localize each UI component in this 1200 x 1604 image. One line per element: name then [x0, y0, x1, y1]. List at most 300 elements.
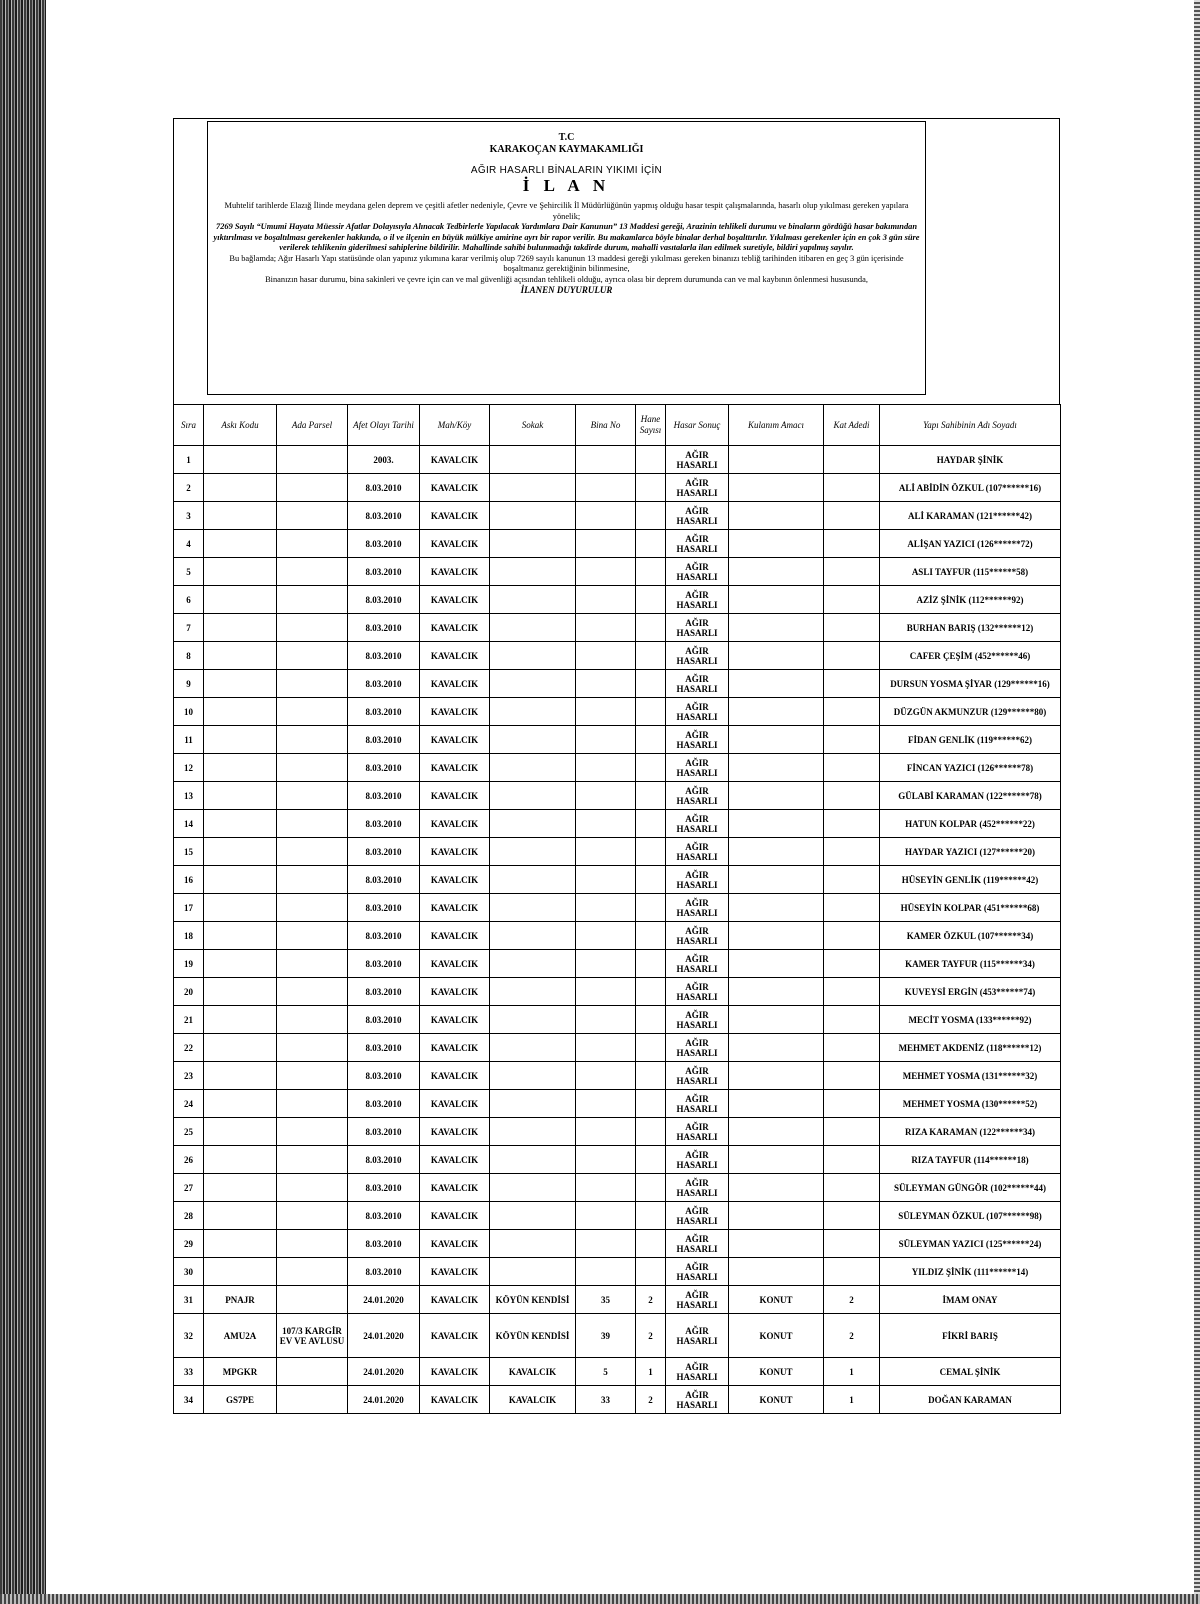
cell-sahip: MEHMET AKDENİZ (118******12) — [880, 1034, 1061, 1062]
cell-ada — [277, 474, 348, 502]
cell-afet: 8.03.2010 — [348, 1174, 420, 1202]
cell-bina — [576, 530, 636, 558]
cell-sira: 5 — [174, 558, 204, 586]
cell-bina — [576, 670, 636, 698]
cell-bina — [576, 782, 636, 810]
cell-aski — [204, 530, 277, 558]
cell-sira: 10 — [174, 698, 204, 726]
cell-afet: 24.01.2020 — [348, 1286, 420, 1314]
cell-bina — [576, 502, 636, 530]
cell-sahip: HATUN KOLPAR (452******22) — [880, 810, 1061, 838]
cell-kat — [824, 1146, 880, 1174]
cell-hane: 2 — [636, 1386, 666, 1414]
cell-ada — [277, 1202, 348, 1230]
table-row — [174, 1314, 1061, 1358]
table-row — [174, 530, 1061, 558]
cell-kullanim — [729, 1090, 824, 1118]
cell-hane — [636, 922, 666, 950]
notice-title: İ L A N — [522, 176, 611, 195]
table-row — [174, 810, 1061, 838]
cell-sira: 24 — [174, 1090, 204, 1118]
cell-ada — [277, 642, 348, 670]
cell-afet: 24.01.2020 — [348, 1358, 420, 1386]
table-row — [174, 950, 1061, 978]
cell-bina — [576, 642, 636, 670]
cell-afet: 8.03.2010 — [348, 642, 420, 670]
cell-bina — [576, 1034, 636, 1062]
cell-aski: AMU2A — [204, 1314, 277, 1358]
cell-afet: 8.03.2010 — [348, 502, 420, 530]
cell-ada — [277, 838, 348, 866]
cell-sira: 20 — [174, 978, 204, 1006]
cell-sokak — [490, 474, 576, 502]
cell-kullanim — [729, 838, 824, 866]
table-row — [174, 1258, 1061, 1286]
cell-aski — [204, 1006, 277, 1034]
cell-aski — [204, 670, 277, 698]
cell-aski — [204, 922, 277, 950]
cell-kat — [824, 838, 880, 866]
cell-ada — [277, 1034, 348, 1062]
cell-hane — [636, 950, 666, 978]
cell-sahip: KAMER TAYFUR (115******34) — [880, 950, 1061, 978]
cell-kat — [824, 586, 880, 614]
cell-hane: 1 — [636, 1358, 666, 1386]
cell-sira: 2 — [174, 474, 204, 502]
cell-sira: 6 — [174, 586, 204, 614]
cell-ada — [277, 894, 348, 922]
cell-kullanim — [729, 1202, 824, 1230]
cell-sira: 4 — [174, 530, 204, 558]
cell-sahip: HÜSEYİN KOLPAR (451******68) — [880, 894, 1061, 922]
table-row — [174, 1146, 1061, 1174]
cell-kullanim — [729, 1146, 824, 1174]
cell-hane — [636, 726, 666, 754]
cell-hane — [636, 446, 666, 474]
cell-kullanim — [729, 530, 824, 558]
paragraph-context: Bu bağlamda; Ağır Hasarlı Yapı statüsünde olan yapınız yıkımına karar verilmiş olup 7269 sayılı kanunun 13 maddesi gereği yıkılması gereken binanızı tebliğ tarihinden itibaren en geç 3 gün içerisinde boşaltmanız gerektiğinin bilinmesine, — [229, 253, 904, 273]
cell-ada: 107/3 KARGİR EV VE AVLUSU — [277, 1314, 348, 1358]
cell-afet: 8.03.2010 — [348, 1034, 420, 1062]
cell-kullanim — [729, 894, 824, 922]
cell-mah: KAVALCIK — [420, 922, 490, 950]
cell-ada — [277, 1006, 348, 1034]
table-row — [174, 446, 1061, 474]
cell-sira: 30 — [174, 1258, 204, 1286]
cell-mah: KAVALCIK — [420, 866, 490, 894]
cell-kat — [824, 1258, 880, 1286]
cell-mah: KAVALCIK — [420, 558, 490, 586]
cell-kullanim — [729, 754, 824, 782]
cell-afet: 8.03.2010 — [348, 922, 420, 950]
cell-kat: 2 — [824, 1286, 880, 1314]
cell-aski — [204, 1062, 277, 1090]
cell-sahip: RIZA KARAMAN (122******34) — [880, 1118, 1061, 1146]
cell-hasar: AĞIR HASARLI — [666, 1258, 729, 1286]
cell-sira: 15 — [174, 838, 204, 866]
cell-afet: 8.03.2010 — [348, 614, 420, 642]
cell-bina — [576, 474, 636, 502]
cell-sira: 11 — [174, 726, 204, 754]
table-row — [174, 1118, 1061, 1146]
table-row — [174, 922, 1061, 950]
cell-sahip: CAFER ÇEŞİM (452******46) — [880, 642, 1061, 670]
cell-kat: 1 — [824, 1358, 880, 1386]
table-header-row — [174, 405, 1061, 446]
cell-sira: 18 — [174, 922, 204, 950]
table-row — [174, 1386, 1061, 1414]
cell-sokak — [490, 1230, 576, 1258]
cell-hasar: AĞIR HASARLI — [666, 614, 729, 642]
cell-hane — [636, 642, 666, 670]
cell-kullanim — [729, 614, 824, 642]
cell-kat — [824, 978, 880, 1006]
cell-kullanim — [729, 1118, 824, 1146]
cell-bina — [576, 1202, 636, 1230]
cell-sahip: ALİŞAN YAZICI (126******72) — [880, 530, 1061, 558]
cell-sira: 8 — [174, 642, 204, 670]
cell-sahip: BURHAN BARIŞ (132******12) — [880, 614, 1061, 642]
cell-sokak — [490, 642, 576, 670]
paragraph-intro: Muhtelif tarihlerde Elazığ İlinde meydana gelen deprem ve çeşitli afetler nedeniyle, Çevre ve Şehircilik İl Müdürlüğünün yapmış olduğu hasar tespit çalışmalarında, hasarlı olup yıkılması gereken yapılara yönelik; — [224, 201, 909, 221]
cell-hasar: AĞIR HASARLI — [666, 1386, 729, 1414]
cell-kullanim — [729, 474, 824, 502]
cell-kullanim — [729, 446, 824, 474]
cell-sira: 22 — [174, 1034, 204, 1062]
cell-ada — [277, 810, 348, 838]
cell-sira: 28 — [174, 1202, 204, 1230]
paragraph-law: 7269 Sayılı “Umumi Hayata Müessir Afatlar Dolayısıyla Alınacak Tedbirlerle Yapılacak Yardımlara Dair Kanunun” 13 Maddesi gereği, Arazinin tehlikeli durumu ve binaların gördüğü hasar bakımından yıktırılması ve boşaltılması gerekenler hakkında, o il ve ilçenin en büyük mülkiye amirine ayrı bir rapor verilir. Bu makamlarca böyle binalar derhal boşalttırılır. Yıkılması gerekenler için en çok 3 gün süre verilerek tehlikenin giderilmesi sahiplerine bildirilir. Mahallinde sahibi bulunmadığı takdirde durum, mahalli vasıtalarla ilan edilmek suretiyle, bildiri yapılmış sayılır. — [213, 222, 920, 252]
cell-hane — [636, 1118, 666, 1146]
col-header-sira: Sıra — [174, 405, 204, 446]
cell-hane — [636, 670, 666, 698]
cell-bina — [576, 1090, 636, 1118]
cell-kullanim — [729, 502, 824, 530]
cell-bina — [576, 698, 636, 726]
cell-afet: 8.03.2010 — [348, 1230, 420, 1258]
cell-ada — [277, 1386, 348, 1414]
cell-ada — [277, 502, 348, 530]
cell-sahip: İMAM ONAY — [880, 1286, 1061, 1314]
cell-kat — [824, 530, 880, 558]
notice-subtitle: AĞIR HASARLI BİNALARIN YIKIMI İÇİN — [470, 165, 663, 176]
cell-mah: KAVALCIK — [420, 894, 490, 922]
cell-sahip: GÜLABİ KARAMAN (122******78) — [880, 782, 1061, 810]
col-header-hane: Hane Sayısı — [636, 405, 666, 446]
cell-afet: 24.01.2020 — [348, 1314, 420, 1358]
cell-aski — [204, 782, 277, 810]
cell-kat — [824, 1202, 880, 1230]
cell-sahip: DOĞAN KARAMAN — [880, 1386, 1061, 1414]
cell-bina — [576, 950, 636, 978]
cell-aski — [204, 810, 277, 838]
cell-mah: KAVALCIK — [420, 782, 490, 810]
cell-mah: KAVALCIK — [420, 1258, 490, 1286]
cell-sira: 7 — [174, 614, 204, 642]
cell-bina — [576, 1062, 636, 1090]
cell-sira: 16 — [174, 866, 204, 894]
cell-aski — [204, 894, 277, 922]
cell-hasar: AĞIR HASARLI — [666, 446, 729, 474]
cell-sira: 13 — [174, 782, 204, 810]
cell-aski: GS7PE — [204, 1386, 277, 1414]
col-header-kat: Kat Adedi — [824, 405, 880, 446]
cell-afet: 24.01.2020 — [348, 1386, 420, 1414]
cell-kullanim — [729, 978, 824, 1006]
cell-sahip: HAYDAR YAZICI (127******20) — [880, 838, 1061, 866]
cell-hasar: AĞIR HASARLI — [666, 474, 729, 502]
cell-ada — [277, 1062, 348, 1090]
cell-bina — [576, 838, 636, 866]
cell-bina — [576, 866, 636, 894]
cell-kullanim — [729, 922, 824, 950]
cell-hasar: AĞIR HASARLI — [666, 1090, 729, 1118]
table-row — [174, 698, 1061, 726]
col-header-sahip: Yapı Sahibinin Adı Soyadı — [880, 405, 1061, 446]
cell-hasar: AĞIR HASARLI — [666, 1118, 729, 1146]
cell-bina: 5 — [576, 1358, 636, 1386]
cell-kullanim — [729, 1258, 824, 1286]
cell-sokak — [490, 502, 576, 530]
cell-sira: 27 — [174, 1174, 204, 1202]
cell-aski — [204, 950, 277, 978]
cell-ada — [277, 1146, 348, 1174]
cell-ada — [277, 614, 348, 642]
paragraph-safety: Binanızın hasar durumu, bina sakinleri ve çevre için can ve mal güvenliği açısından tehlikeli olduğu, ayrıca olası bir deprem durumunda can ve mal kaybının önlenmesi hususunda, — [265, 274, 868, 284]
col-header-ada: Ada Parsel — [277, 405, 348, 446]
cell-afet: 8.03.2010 — [348, 530, 420, 558]
cell-kullanim — [729, 950, 824, 978]
cell-sokak — [490, 614, 576, 642]
cell-kat — [824, 502, 880, 530]
cell-sokak — [490, 894, 576, 922]
cell-bina — [576, 558, 636, 586]
cell-ada — [277, 922, 348, 950]
cell-sahip: KUVEYSİ ERGİN (453******74) — [880, 978, 1061, 1006]
cell-hasar: AĞIR HASARLI — [666, 502, 729, 530]
cell-aski — [204, 1090, 277, 1118]
cell-sira: 29 — [174, 1230, 204, 1258]
cell-sira: 17 — [174, 894, 204, 922]
cell-afet: 8.03.2010 — [348, 1118, 420, 1146]
table-row — [174, 1286, 1061, 1314]
cell-ada — [277, 1090, 348, 1118]
cell-afet: 8.03.2010 — [348, 838, 420, 866]
cell-kullanim — [729, 642, 824, 670]
cell-sahip: SÜLEYMAN GÜNGÖR (102******44) — [880, 1174, 1061, 1202]
cell-bina: 35 — [576, 1286, 636, 1314]
cell-aski — [204, 978, 277, 1006]
table-row — [174, 1358, 1061, 1386]
cell-mah: KAVALCIK — [420, 1358, 490, 1386]
cell-ada — [277, 782, 348, 810]
cell-ada — [277, 1230, 348, 1258]
cell-mah: KAVALCIK — [420, 754, 490, 782]
cell-sokak — [490, 922, 576, 950]
cell-ada — [277, 586, 348, 614]
col-header-mah: Mah/Köy — [420, 405, 490, 446]
cell-sahip: SÜLEYMAN ÖZKUL (107******98) — [880, 1202, 1061, 1230]
cell-mah: KAVALCIK — [420, 642, 490, 670]
cell-sokak — [490, 586, 576, 614]
cell-sokak — [490, 698, 576, 726]
cell-bina — [576, 978, 636, 1006]
table-row — [174, 670, 1061, 698]
cell-hasar: AĞIR HASARLI — [666, 1146, 729, 1174]
cell-sokak — [490, 1174, 576, 1202]
cell-kat — [824, 1230, 880, 1258]
cell-mah: KAVALCIK — [420, 1146, 490, 1174]
cell-sahip: HAYDAR ŞİNİK — [880, 446, 1061, 474]
cell-hane — [636, 754, 666, 782]
cell-kat: 1 — [824, 1386, 880, 1414]
cell-afet: 8.03.2010 — [348, 978, 420, 1006]
cell-kat — [824, 1118, 880, 1146]
cell-bina — [576, 1258, 636, 1286]
cell-hane — [636, 1174, 666, 1202]
cell-mah: KAVALCIK — [420, 950, 490, 978]
cell-mah: KAVALCIK — [420, 1174, 490, 1202]
table-row — [174, 1230, 1061, 1258]
cell-mah: KAVALCIK — [420, 446, 490, 474]
cell-aski — [204, 1174, 277, 1202]
cell-hane: 2 — [636, 1314, 666, 1358]
cell-sokak — [490, 838, 576, 866]
cell-hasar: AĞIR HASARLI — [666, 670, 729, 698]
cell-sokak — [490, 950, 576, 978]
cell-bina — [576, 1146, 636, 1174]
cell-sira: 32 — [174, 1314, 204, 1358]
cell-afet: 8.03.2010 — [348, 782, 420, 810]
cell-sahip: ALİ KARAMAN (121******42) — [880, 502, 1061, 530]
cell-mah: KAVALCIK — [420, 1034, 490, 1062]
cell-sahip: AZİZ ŞİNİK (112******92) — [880, 586, 1061, 614]
table-row — [174, 474, 1061, 502]
cell-afet: 8.03.2010 — [348, 474, 420, 502]
cell-sokak: KÖYÜN KENDİSİ — [490, 1314, 576, 1358]
table-row — [174, 642, 1061, 670]
cell-bina — [576, 726, 636, 754]
cell-aski — [204, 726, 277, 754]
cell-mah: KAVALCIK — [420, 1006, 490, 1034]
cell-afet: 8.03.2010 — [348, 1090, 420, 1118]
cell-afet: 8.03.2010 — [348, 1062, 420, 1090]
cell-bina: 33 — [576, 1386, 636, 1414]
cell-afet: 8.03.2010 — [348, 810, 420, 838]
cell-bina — [576, 754, 636, 782]
table-row — [174, 1090, 1061, 1118]
cell-hasar: AĞIR HASARLI — [666, 1358, 729, 1386]
cell-sahip: CEMAL ŞİNİK — [880, 1358, 1061, 1386]
cell-aski — [204, 614, 277, 642]
cell-sahip: FİDAN GENLİK (119******62) — [880, 726, 1061, 754]
cell-kullanim — [729, 558, 824, 586]
cell-bina — [576, 810, 636, 838]
cell-kullanim — [729, 1174, 824, 1202]
cell-kat — [824, 670, 880, 698]
cell-ada — [277, 950, 348, 978]
cell-hasar: AĞIR HASARLI — [666, 1034, 729, 1062]
header-frame — [173, 118, 1060, 404]
cell-bina — [576, 586, 636, 614]
cell-sira: 9 — [174, 670, 204, 698]
cell-mah: KAVALCIK — [420, 502, 490, 530]
cell-hane — [636, 474, 666, 502]
closing-line: İLANEN DUYURULUR — [520, 285, 613, 295]
cell-sira: 31 — [174, 1286, 204, 1314]
cell-kullanim — [729, 670, 824, 698]
cell-hane — [636, 810, 666, 838]
cell-hane — [636, 1230, 666, 1258]
cell-hane — [636, 586, 666, 614]
cell-hasar: AĞIR HASARLI — [666, 1286, 729, 1314]
cell-sahip: FİNCAN YAZICI (126******78) — [880, 754, 1061, 782]
cell-mah: KAVALCIK — [420, 474, 490, 502]
cell-kat — [824, 558, 880, 586]
cell-kullanim: KONUT — [729, 1286, 824, 1314]
notice-box — [207, 121, 926, 395]
cell-ada — [277, 1258, 348, 1286]
cell-sahip: DURSUN YOSMA ŞİYAR (129******16) — [880, 670, 1061, 698]
cell-kat — [824, 698, 880, 726]
table-row — [174, 866, 1061, 894]
col-header-hasar: Hasar Sonuç — [666, 405, 729, 446]
cell-sira: 3 — [174, 502, 204, 530]
cell-afet: 8.03.2010 — [348, 1006, 420, 1034]
cell-ada — [277, 1118, 348, 1146]
cell-sokak — [490, 1062, 576, 1090]
cell-hasar: AĞIR HASARLI — [666, 754, 729, 782]
cell-kat — [824, 782, 880, 810]
cell-hasar: AĞIR HASARLI — [666, 838, 729, 866]
cell-sira: 1 — [174, 446, 204, 474]
cell-ada — [277, 530, 348, 558]
col-header-afet: Afet Olayı Tarihi — [348, 405, 420, 446]
cell-sira: 23 — [174, 1062, 204, 1090]
cell-afet: 8.03.2010 — [348, 950, 420, 978]
cell-sokak — [490, 810, 576, 838]
cell-sahip: RIZA TAYFUR (114******18) — [880, 1146, 1061, 1174]
cell-aski — [204, 1034, 277, 1062]
cell-kullanim: KONUT — [729, 1314, 824, 1358]
table-row — [174, 894, 1061, 922]
cell-hane — [636, 1090, 666, 1118]
cell-kat — [824, 1174, 880, 1202]
cell-aski — [204, 866, 277, 894]
cell-mah: KAVALCIK — [420, 1118, 490, 1146]
cell-hasar: AĞIR HASARLI — [666, 950, 729, 978]
cell-sira: 26 — [174, 1146, 204, 1174]
cell-kullanim — [729, 586, 824, 614]
table-row — [174, 1034, 1061, 1062]
cell-sira: 19 — [174, 950, 204, 978]
cell-hane — [636, 1146, 666, 1174]
cell-sokak — [490, 1146, 576, 1174]
cell-sokak: KAVALCIK — [490, 1358, 576, 1386]
cell-hane — [636, 1062, 666, 1090]
cell-mah: KAVALCIK — [420, 1286, 490, 1314]
cell-sokak — [490, 754, 576, 782]
cell-kat — [824, 1006, 880, 1034]
cell-sokak — [490, 670, 576, 698]
cell-hane — [636, 866, 666, 894]
cell-hasar: AĞIR HASARLI — [666, 586, 729, 614]
col-header-kullanim: Kulanım Amacı — [729, 405, 824, 446]
cell-afet: 2003. — [348, 446, 420, 474]
cell-aski — [204, 474, 277, 502]
cell-kat: 2 — [824, 1314, 880, 1358]
cell-ada — [277, 1174, 348, 1202]
